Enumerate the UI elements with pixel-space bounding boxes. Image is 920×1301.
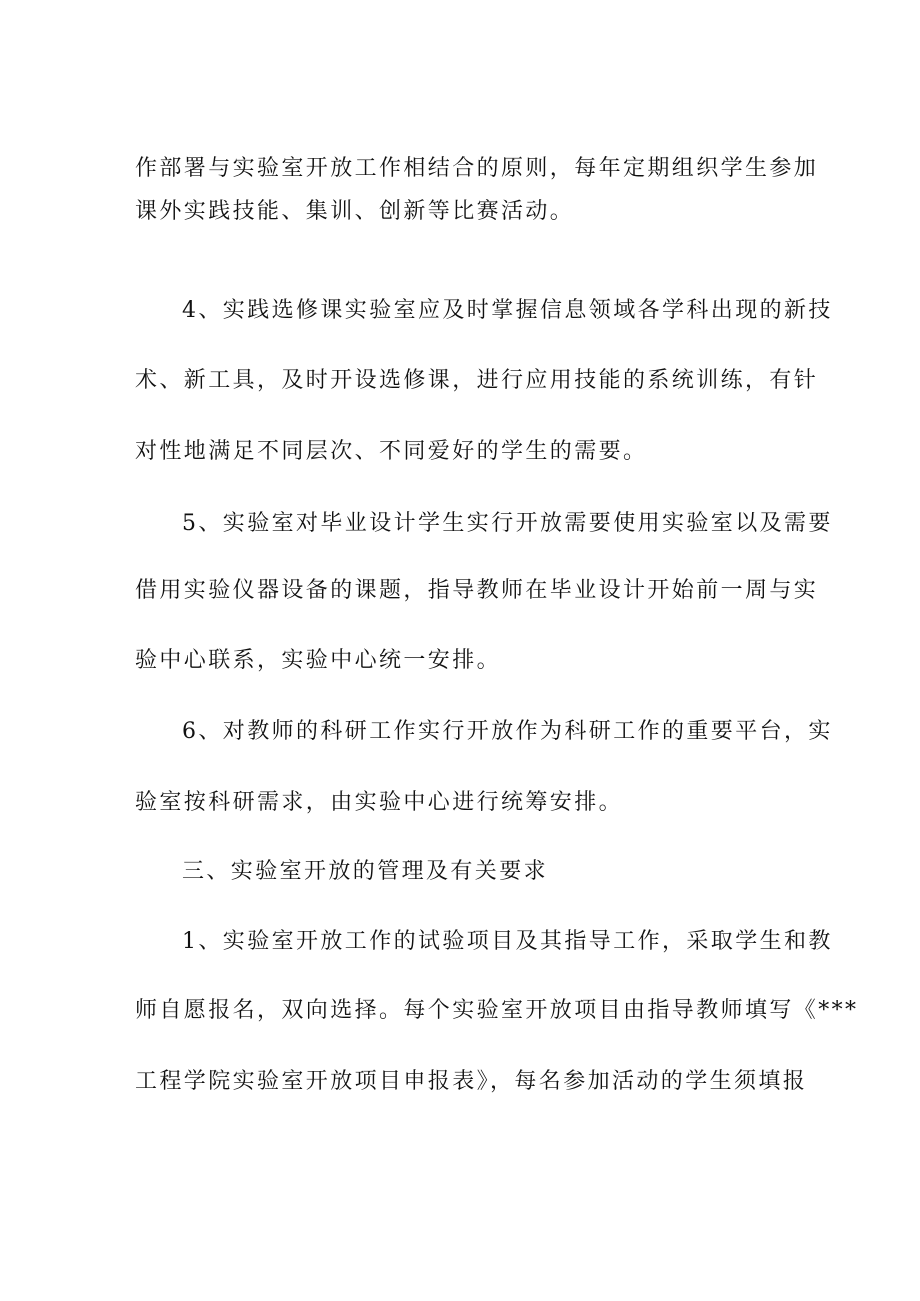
paragraph-5-start: 5、实验室对毕业设计学生实行开放需要使用实验室以及需要	[182, 511, 833, 536]
text-line: 借用实验仪器设备的课题，指导教师在毕业设计开始前一周与实	[135, 578, 819, 603]
text-line: 课外实践技能、集训、创新等比赛活动。	[135, 199, 575, 224]
text-line: 作部署与实验室开放工作相结合的原则，每年定期组织学生参加	[135, 156, 819, 181]
text-line: 术、新工具，及时开设选修课，进行应用技能的系统训练，有针	[135, 368, 819, 393]
text-line: 验室按科研需求，由实验中心进行统筹安排。	[135, 790, 624, 815]
text-line: 师自愿报名，双向选择。每个实验室开放项目由指导教师填写《***	[135, 998, 859, 1023]
paragraph-4-start: 4、实践选修课实验室应及时掌握信息领域各学科出现的新技	[182, 298, 833, 323]
text-line: 工程学院实验室开放项目申报表》，每名参加活动的学生须填报	[135, 1069, 808, 1094]
section-heading: 三、实验室开放的管理及有关要求	[182, 859, 549, 884]
text-line: 验中心联系，实验中心统一安排。	[135, 648, 502, 673]
paragraph-6-start: 6、对教师的科研工作实行开放作为科研工作的重要平台，实	[182, 719, 833, 744]
text-line: 对性地满足不同层次、不同爱好的学生的需要。	[135, 439, 648, 464]
paragraph-1-start: 1、实验室开放工作的试验项目及其指导工作，采取学生和教	[182, 929, 833, 954]
